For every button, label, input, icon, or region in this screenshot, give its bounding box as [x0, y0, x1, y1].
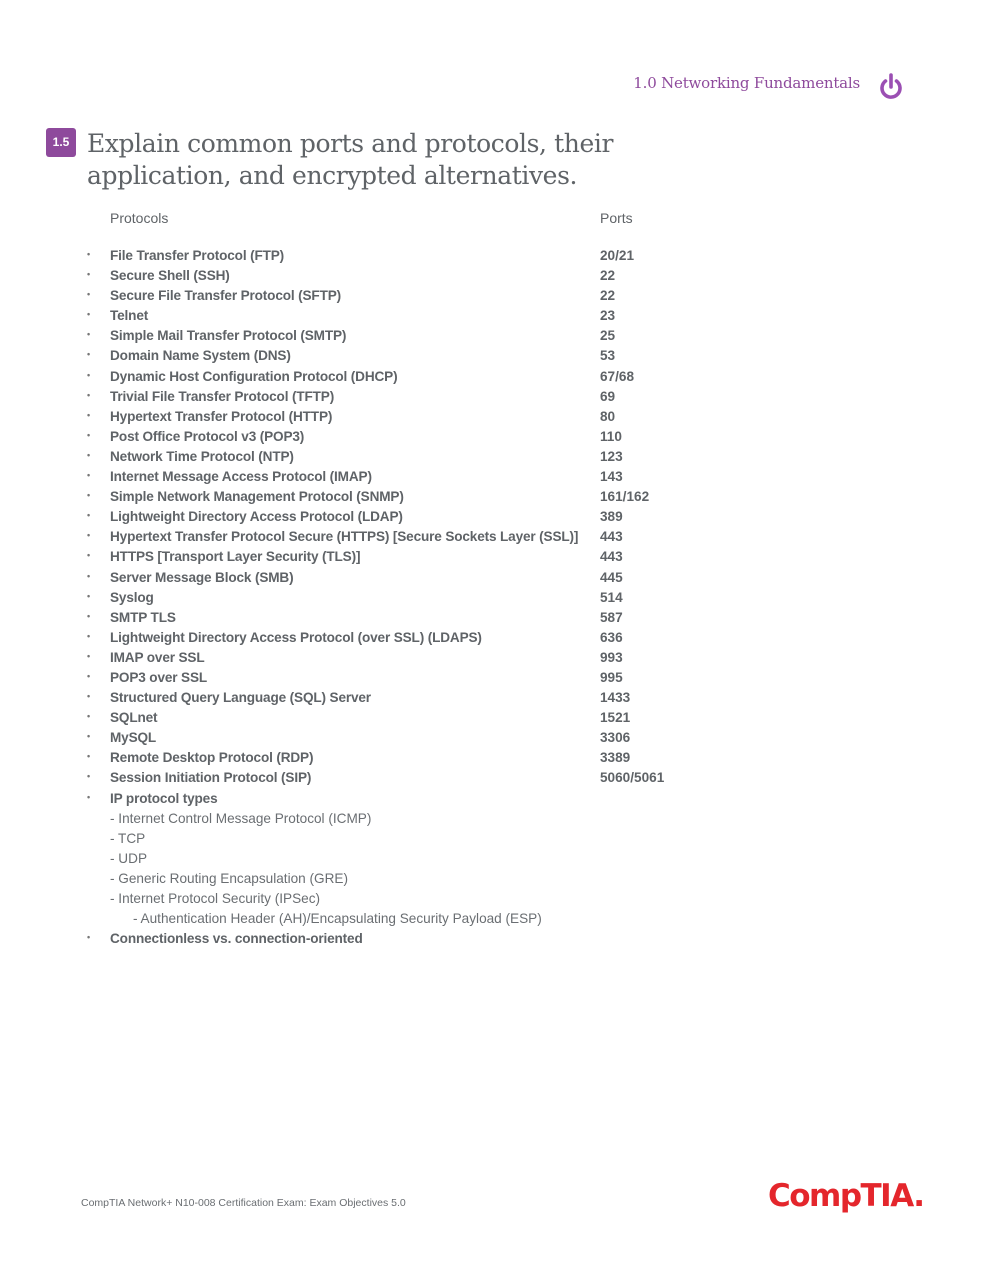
- protocol-name: SQLnet: [110, 710, 158, 726]
- bullet-icon: •: [87, 791, 91, 802]
- port-number: 123: [600, 448, 623, 464]
- table-row: [0, 770, 983, 790]
- table-row: [0, 690, 983, 710]
- bullet-icon: •: [87, 650, 91, 661]
- ip-protocol-subitem: [0, 811, 983, 831]
- port-number: 80: [600, 408, 616, 424]
- bullet-icon: •: [87, 510, 91, 521]
- port-number: 110: [600, 428, 622, 444]
- bullet-icon: •: [87, 429, 91, 440]
- protocol-name: Lightweight Directory Access Protocol (over SSL) (LDAPS): [110, 629, 482, 645]
- table-row: [0, 549, 983, 569]
- bullet-icon: •: [87, 289, 91, 300]
- ipsec-subitem: [0, 911, 983, 931]
- table-row: [0, 730, 983, 750]
- table-row: [0, 570, 983, 590]
- table-row: [0, 670, 983, 690]
- ip-protocol-subitem: [0, 851, 983, 871]
- port-number: 389: [600, 509, 623, 525]
- protocol-name: POP3 over SSL: [110, 669, 208, 685]
- bullet-icon: •: [87, 731, 91, 742]
- protocol-name: Simple Network Management Protocol (SNMP): [110, 489, 404, 505]
- bullet-icon: •: [87, 269, 91, 280]
- port-number: 445: [600, 569, 623, 585]
- protocol-name: Syslog: [110, 589, 154, 605]
- protocol-name: File Transfer Protocol (FTP): [110, 248, 285, 263]
- table-row: [0, 710, 983, 730]
- port-number: 1433: [600, 690, 631, 706]
- port-number: 993: [600, 649, 623, 665]
- port-number: 161/162: [600, 489, 650, 505]
- protocol-name: Trivial File Transfer Protocol (TFTP): [110, 388, 335, 404]
- bullet-icon: •: [87, 329, 91, 340]
- port-number: 514: [600, 589, 623, 605]
- bullet-icon: •: [87, 670, 91, 681]
- table-row: [0, 409, 983, 429]
- bullet-icon: •: [87, 369, 91, 380]
- protocol-name: Server Message Block (SMB): [110, 569, 294, 585]
- protocol-name: Session Initiation Protocol (SIP): [110, 770, 312, 786]
- bullet-icon: •: [87, 409, 91, 420]
- connection-types-item: [0, 931, 983, 951]
- protocol-name: Secure Shell (SSH): [110, 268, 230, 284]
- port-number: 995: [600, 669, 623, 685]
- table-row: [0, 429, 983, 449]
- bullet-icon: •: [87, 389, 91, 400]
- bullet-icon: •: [87, 590, 91, 601]
- subitem-text: - TCP: [110, 830, 146, 846]
- port-number: 53: [600, 348, 616, 364]
- bullet-icon: •: [87, 691, 91, 702]
- table-row: [0, 610, 983, 630]
- protocol-name: Hypertext Transfer Protocol (HTTP): [110, 408, 333, 424]
- port-number: 20/21: [600, 248, 635, 263]
- bullet-icon: •: [87, 570, 91, 581]
- table-row: [0, 389, 983, 409]
- bullet-icon: •: [87, 610, 91, 621]
- ip-protocol-subitem: [0, 871, 983, 891]
- protocol-name: Internet Message Access Protocol (IMAP): [110, 469, 372, 485]
- port-number: 67/68: [600, 368, 635, 384]
- bullet-icon: •: [87, 490, 91, 501]
- protocol-name: Structured Query Language (SQL) Server: [110, 690, 371, 706]
- protocol-name: Dynamic Host Configuration Protocol (DHCP): [110, 368, 398, 384]
- objective-title: Explain common ports and protocols, their application, and encrypted alternatives.: [87, 129, 614, 190]
- table-row: [0, 489, 983, 509]
- protocol-name: Simple Mail Transfer Protocol (SMTP): [110, 328, 347, 344]
- subitem-text: - Internet Control Message Protocol (ICMP): [110, 810, 372, 826]
- table-row: [0, 449, 983, 469]
- bullet-icon: •: [87, 249, 91, 259]
- table-row: [0, 630, 983, 650]
- table-row: [0, 469, 983, 489]
- protocol-name: SMTP TLS: [110, 609, 176, 625]
- table-row: [0, 369, 983, 389]
- footer-text: CompTIA Network+ N10-008 Certification Exam: Exam Objectives 5.0: [81, 1197, 406, 1209]
- bullet-icon: •: [87, 550, 91, 561]
- subitem-text: - UDP: [110, 850, 148, 866]
- objective-number-badge: 1.5: [46, 128, 76, 157]
- subitem-text: - Internet Protocol Security (IPSec): [110, 891, 321, 906]
- ip-protocol-types-label: IP protocol types: [110, 790, 218, 806]
- bullet-icon: •: [87, 932, 91, 943]
- power-icon: [877, 72, 905, 102]
- ip-protocol-subitem: [0, 831, 983, 851]
- port-number: 443: [600, 529, 623, 545]
- protocol-name: Secure File Transfer Protocol (SFTP): [110, 288, 342, 304]
- port-number: 636: [600, 629, 623, 645]
- protocol-name: Domain Name System (DNS): [110, 348, 291, 364]
- subitem-text: - Authentication Header (AH)/Encapsulating Security Payload (ESP): [133, 911, 542, 927]
- subitem-text: - Generic Routing Encapsulation (GRE): [110, 870, 348, 886]
- bullet-icon: •: [87, 349, 91, 360]
- table-row: [0, 750, 983, 770]
- protocol-name: IMAP over SSL: [110, 649, 205, 665]
- ip-protocol-types-item: [0, 791, 983, 811]
- protocol-name: HTTPS [Transport Layer Security (TLS)]: [110, 549, 361, 565]
- port-number: 22: [600, 268, 616, 284]
- table-row: [0, 288, 983, 308]
- table-row: [0, 328, 983, 348]
- port-number: 22: [600, 288, 616, 304]
- bullet-icon: •: [87, 470, 91, 481]
- bullet-icon: •: [87, 630, 91, 641]
- protocol-name: Telnet: [110, 308, 149, 324]
- bullet-icon: •: [87, 309, 91, 320]
- comptia-logo: CompTIA.: [768, 1178, 924, 1214]
- table-row: [0, 529, 983, 549]
- ports-column-header: Ports: [600, 210, 633, 226]
- bullet-icon: •: [87, 771, 91, 782]
- port-number: 3389: [600, 750, 631, 766]
- port-number: 69: [600, 388, 616, 404]
- port-number: 3306: [600, 730, 631, 746]
- bullet-icon: •: [87, 449, 91, 460]
- port-number: 587: [600, 609, 623, 625]
- bullet-icon: •: [87, 711, 91, 722]
- protocol-name: Lightweight Directory Access Protocol (LDAP): [110, 509, 403, 525]
- protocol-name: MySQL: [110, 730, 157, 746]
- table-row: [0, 248, 983, 268]
- table-row: [0, 590, 983, 610]
- table-row: [0, 268, 983, 288]
- table-row: [0, 509, 983, 529]
- bullet-icon: •: [87, 751, 91, 762]
- bullet-icon: •: [87, 530, 91, 541]
- table-row: [0, 348, 983, 368]
- table-row: [0, 308, 983, 328]
- protocols-column-header: Protocols: [110, 210, 169, 226]
- protocol-name: Hypertext Transfer Protocol Secure (HTTPS) [Secure Sockets Layer (SSL)]: [110, 529, 579, 545]
- connection-types-label: Connectionless vs. connection-oriented: [110, 931, 363, 947]
- port-number: 25: [600, 328, 616, 344]
- protocol-name: Post Office Protocol v3 (POP3): [110, 428, 305, 444]
- ip-protocol-subitem: [0, 891, 983, 911]
- port-number: 1521: [600, 710, 631, 726]
- table-row: [0, 650, 983, 670]
- port-number: 443: [600, 549, 623, 565]
- protocol-list: [0, 248, 983, 951]
- port-number: 143: [600, 469, 623, 485]
- port-number: 5060/5061: [600, 770, 665, 786]
- protocol-name: Network Time Protocol (NTP): [110, 448, 294, 464]
- protocol-name: Remote Desktop Protocol (RDP): [110, 750, 314, 766]
- section-header: 1.0 Networking Fundamentals: [633, 74, 860, 92]
- port-number: 23: [600, 308, 616, 324]
